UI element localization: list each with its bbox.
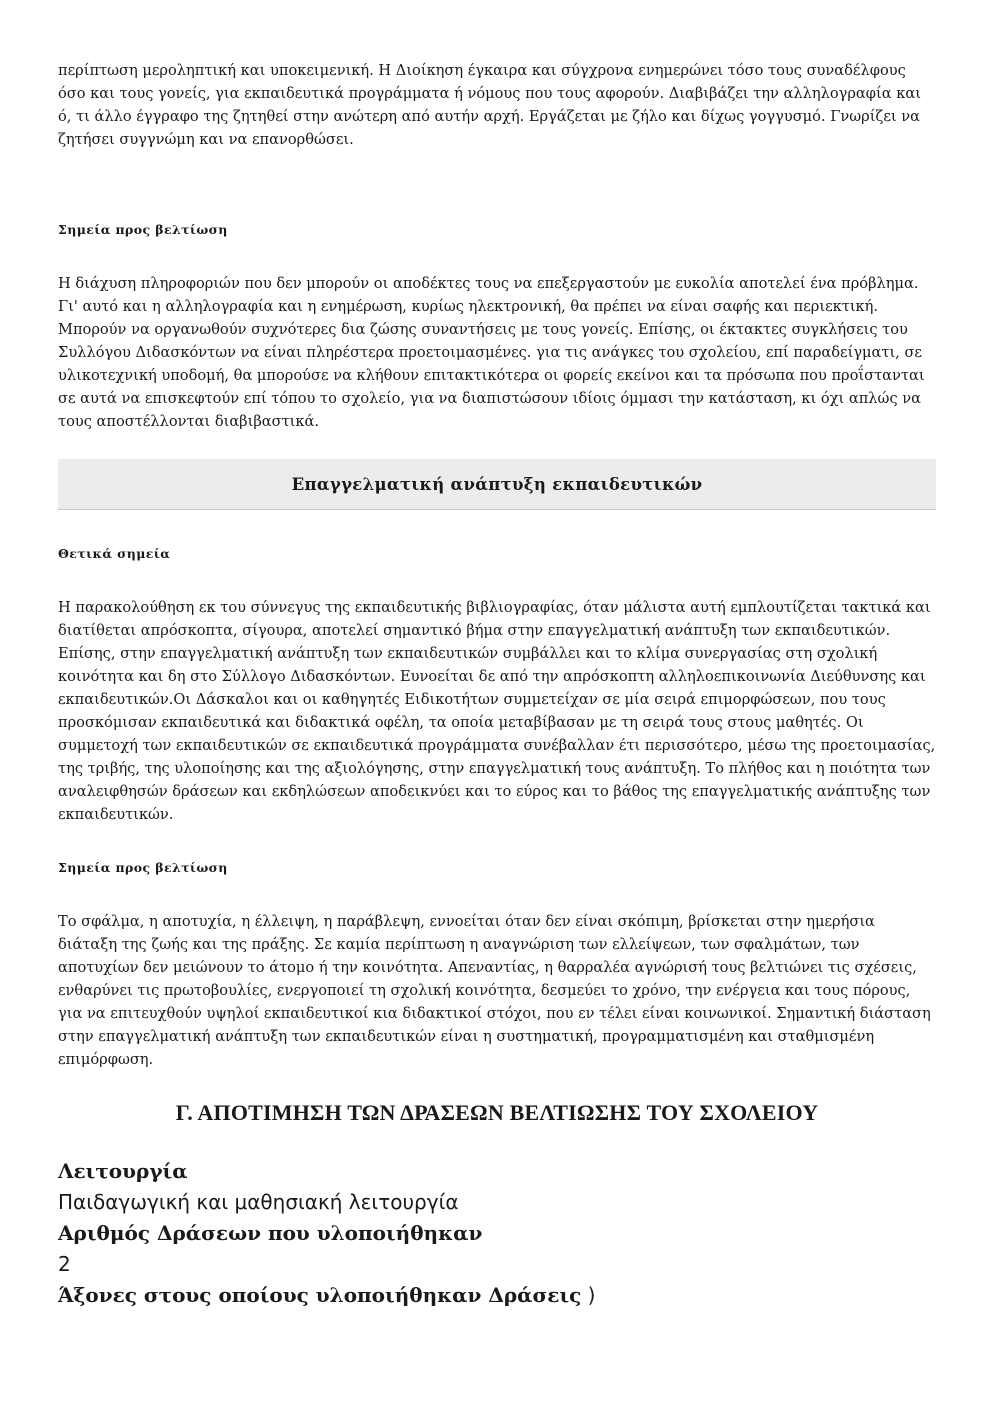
improvement-label-1: Σημεία προς βελτίωση bbox=[58, 222, 228, 237]
positive-paragraph: Η παρακολούθηση εκ του σύννεγυς της εκπαιδευτικής βιβλιογραφίας, όταν μάλιστα αυτή εμπλουτίζεται τακτικά και διατίθεται απρόσκοπτα, σίγουρα, αποτελεί σημαντικό βήμα στην επαγγελματική ανάπτυξη των εκπαιδευτικών. Επίσης, στην επαγγελματική ανάπτυξη των εκπαιδευτικών συμβάλλει και το κλίμα συνεργασίας στη σχολική κοινότητα και δη στο Σύλλογο Διδασκόντων. Ευνοείται δε από την απρόσκοπτη αλληλοεπικοινωνία Διεύθυνσης και εκπαιδευτικών.Οι Δάσκαλοι και οι καθηγητές Ειδικοτήτων συμμετείχαν σε μία σειρά επιμορφώσεων, που τους προσκόμισαν εκπαιδευτικά και διδακτικά οφέλη, τα οποία μεταβίβασαν με τη σειρά τους στους μαθητές. Οι συμμετοχή των εκπαιδευτικών σε εκπαιδευτικά προγράμματα συνέβαλλαν έτι περισσότερο, μέσω της προετοιμασίας, της τριβής, της υλοποίησης και της αξιολόγησης, στην επαγγελματική τους ανάπτυξη. Το πλήθος και η ποιότητα των αναλειφθησών δράσεων και εκδηλώσεων αποδεικνύει και το εύρος και το βάθος της επαγγελματικής ανάπτυξης των εκπαιδευτικών. bbox=[58, 599, 936, 823]
positive-label: Θετικά σημεία bbox=[58, 546, 171, 561]
evaluation-title: Γ. ΑΠΟΤΙΜΗΣΗ ΤΩΝ ΔΡΑΣΕΩΝ ΒΕΛΤΙΩΣΗΣ ΤΟΥ ΣΧΟΛΕΙΟΥ bbox=[175, 1100, 819, 1125]
axes-label: Άξονες στους οποίους υλοποιήθηκαν Δράσεις bbox=[58, 1283, 582, 1307]
actions-count-value: 2 bbox=[58, 1252, 71, 1276]
improvement-label-2: Σημεία προς βελτίωση bbox=[58, 860, 228, 875]
improvement-paragraph-2: Το σφάλμα, η αποτυχία, η έλλειψη, η παράβλεψη, εννοείται όταν δεν είναι σκόπιμη, βρίσκεται στην ημερήσια διάταξη της ζωής και της πράξης. Σε καμία περίπτωση η αναγνώριση των ελλείψεων, των σφαλμάτων, των αποτυχίων δεν μειώνουν το άτομο ή την κοινότητα. Απεναντίας, η θαρραλέα αγνώρισή τους βελτιώνει τις σχέσεις, ενθαρύνει τις πρωτοβουλίες, ενεργοποιεί τη σχολική κοινότητα, δεσμεύει το χρόνο, την ενέργεια και τους πόρους, για να επιτευχθούν υψηλοί εκπαιδευτικοί κια διδακτικοί στόχοι, που εν τέλει είναι κοινωνικοί. Σημαντική διάσταση στην επαγγελματική ανάπτυξη των εκπαιδευτικών είναι η συστηματική, προγραμματισμένη και σταθμισμένη επιμόρφωση. bbox=[58, 913, 931, 1068]
section-heading: Επαγγελματική ανάπτυξη εκπαιδευτικών bbox=[291, 474, 703, 494]
improvement-paragraph-1: Η διάχυση πληροφοριών που δεν μπορούν οι αποδέκτες τους να επεξεργαστούν με ευκολία αποτελεί ένα πρόβλημα. Γι' αυτό και η αλληλογραφία και η ενημέρωση, κυρίως ηλεκτρονική, θα πρέπει να είναι σαφής και περιεκτική. Μπορούν να οργανωθούν συχνότερες δια ζώσης συναντήσεις με τους γονείς. Επίσης, οι έκτακτες συγκλήσεις του Συλλόγου Διδασκόντων να είναι πληρέστερα προετοιμασμένες. για τις ανάγκες του σχολείου, επί παραδείγματι, σε υλικοτεχνική υποδομή, θα μπορούσε να κλήθουν επιτακτικότερα οι φορείς εκείνοι και τα πρόσωπα που προΐστανται σε αυτά να επισκεφτούν επί τόπου το σχολείο, για να διαπιστώσουν ιδίοις όμμασι την κατάσταση, κι όχι απλώς να τους αποστέλλονται διαβιβαστικά. bbox=[58, 275, 925, 430]
axes-label-line bbox=[58, 1280, 595, 1310]
continuation-paragraph: περίπτωση μεροληπτική και υποκειμενική. Η Διοίκηση έγκαιρα και σύγχρονα ενημερώνει τόσο τους συναδέλφους όσο και τους γονείς, για εκπαιδευτικά προγράμματα ή νόμους που τους αφορούν. Διαβιβάζει την αλληλογραφία και ό, τι άλλο έγγραφο της ζητηθεί στην ανώτερη από αυτήν αρχή. Εργάζεται με ζήλο και δίχως γογγυσμό. Γνωρίζει να ζητήσει συγγνώμη και να επανορθώσει. bbox=[58, 62, 921, 148]
axes-suffix: ) bbox=[581, 1283, 596, 1307]
function-value: Παιδαγωγική και μαθησιακή λειτουργία bbox=[58, 1190, 459, 1214]
section-heading-bar bbox=[58, 459, 936, 510]
function-label: Λειτουργία bbox=[58, 1159, 188, 1183]
actions-count-label: Αριθμός Δράσεων που υλοποιήθηκαν bbox=[58, 1221, 483, 1245]
